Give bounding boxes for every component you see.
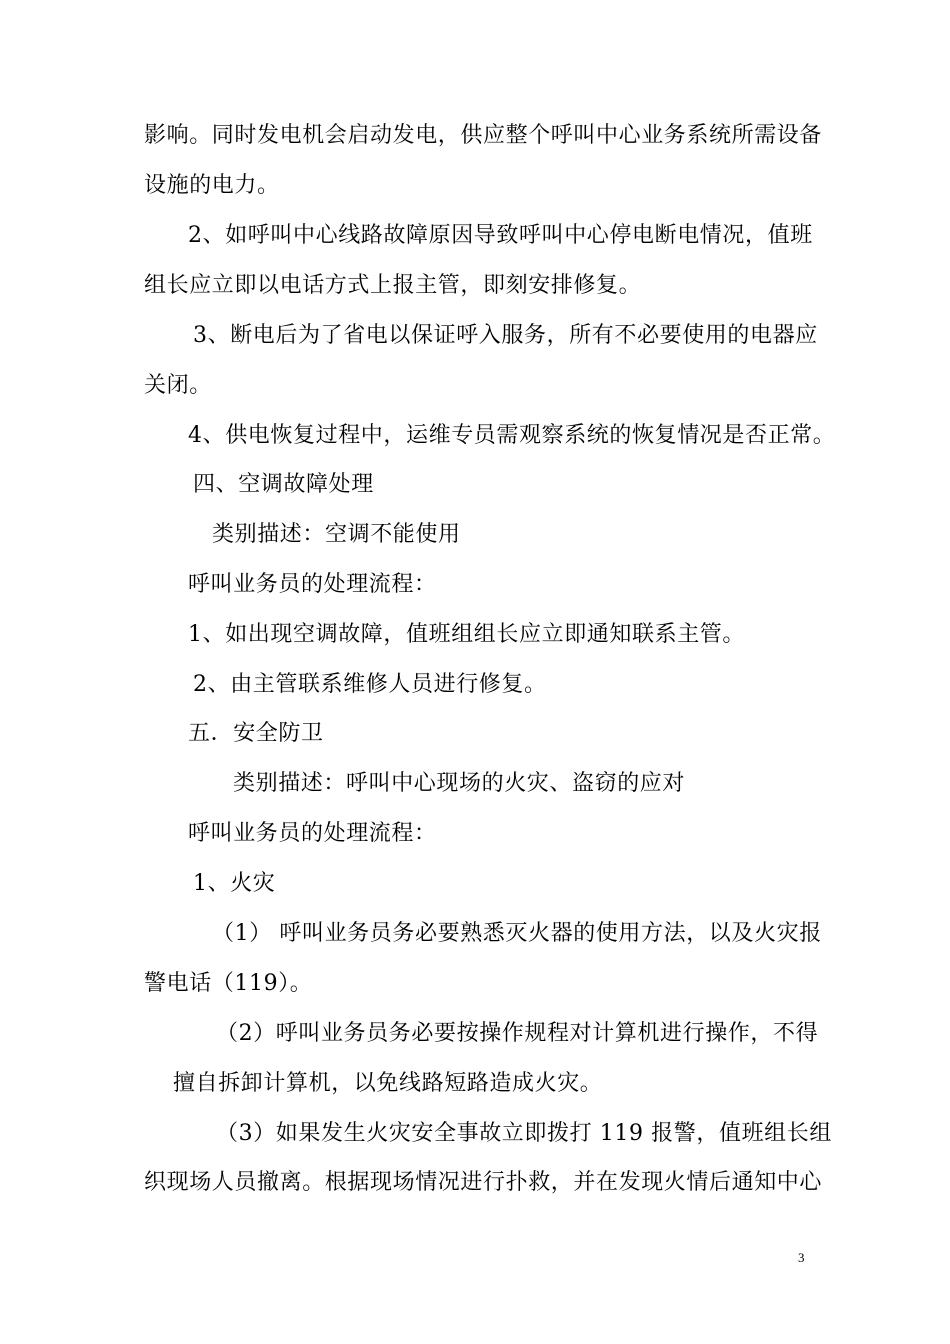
body-text-line: （3）如果发生火灾安全事故立即拨打 119 报警，值班组长组 (216, 1121, 832, 1146)
body-text-line: 4、供电恢复过程中，运维专员需观察系统的恢复情况是否正常。 (188, 423, 836, 448)
body-text-line: 3、断电后为了省电以保证呼入服务，所有不必要使用的电器应 (193, 323, 818, 348)
section-heading: 五．安全防卫 (188, 721, 324, 746)
body-text-line: （1） 呼叫业务员务必要熟悉灭火器的使用方法，以及火灾报 (212, 921, 822, 946)
body-text-line: 组长应立即以电话方式上报主管，即刻安排修复。 (144, 273, 642, 298)
body-text-line: 1、火灾 (193, 871, 276, 896)
page-number: 3 (798, 1250, 805, 1265)
body-text-line: 设施的电力。 (144, 173, 280, 198)
body-text-line: 类别描述：呼叫中心现场的火灾、盗窃的应对 (233, 771, 686, 796)
body-text-line: 1、如出现空调故障，值班组组长应立即通知联系主管。 (188, 622, 745, 647)
section-heading: 四、空调故障处理 (193, 472, 374, 497)
body-text-line: 影响。同时发电机会启动发电，供应整个呼叫中心业务系统所需设备 (144, 123, 823, 148)
body-text-line: 呼叫业务员的处理流程： (188, 821, 437, 846)
body-text-line: 关闭。 (144, 373, 212, 398)
body-text-line: 擅自拆卸计算机，以免线路短路造成火灾。 (173, 1071, 603, 1096)
body-text-line: 织现场人员撤离。根据现场情况进行扑救，并在发现火情后通知中心 (144, 1170, 823, 1195)
body-text-line: 类别描述：空调不能使用 (212, 522, 461, 547)
body-text-line: 呼叫业务员的处理流程： (188, 572, 437, 597)
body-text-line: （2）呼叫业务员务必要按操作规程对计算机进行操作，不得 (216, 1021, 819, 1046)
body-text-line: 警电话（119）。 (144, 971, 313, 996)
body-text-line: 2、如呼叫中心线路故障原因导致呼叫中心停电断电情况，值班 (188, 223, 813, 248)
body-text-line: 2、由主管联系维修人员进行修复。 (193, 672, 547, 697)
